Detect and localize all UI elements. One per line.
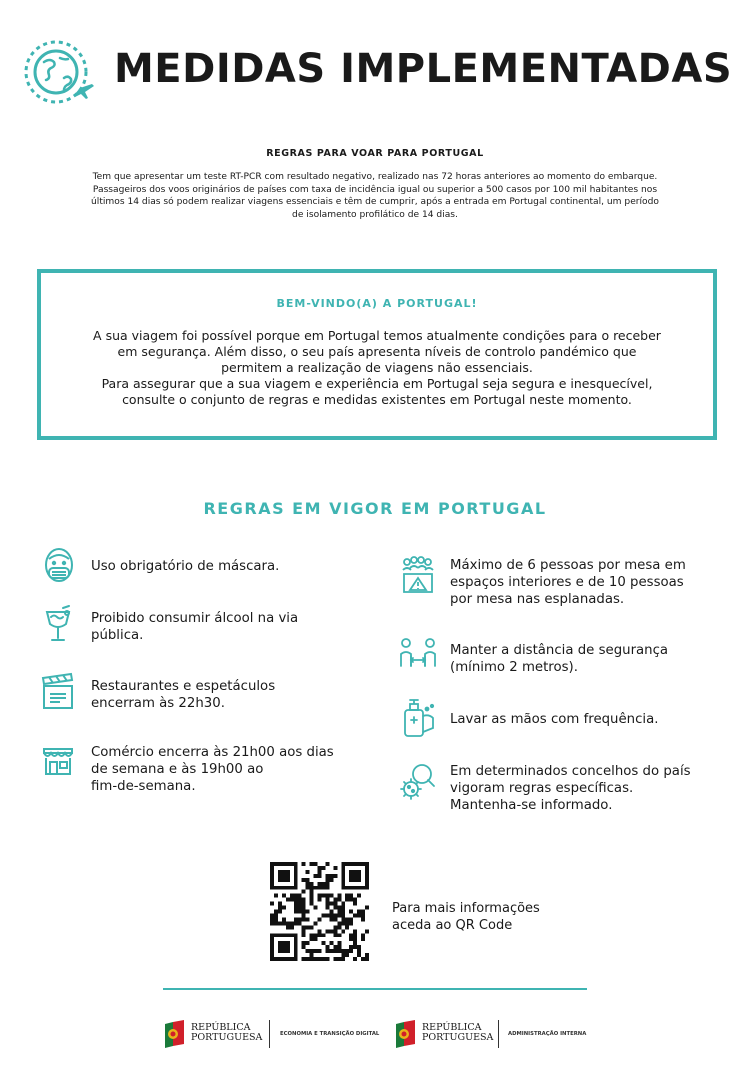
storefront-icon — [41, 745, 77, 785]
virus-magnifier-icon — [400, 762, 436, 802]
globe-plane-icon — [24, 38, 96, 110]
portugal-flag-icon — [394, 1020, 416, 1048]
qr-code-icon[interactable] — [270, 862, 369, 961]
ministry-label: ADMINISTRAÇÃO INTERNA — [508, 1031, 587, 1037]
welcome-line: Para assegurar que a sua viagem e experiência em Portugal seja segura e inesquecível, — [101, 376, 653, 391]
rule-line: Mantenha-se informado. — [450, 798, 613, 813]
rule-text — [91, 744, 334, 795]
qr-caption-line: aceda ao QR Code — [392, 918, 513, 933]
rule-line: (mínimo 2 metros). — [450, 660, 578, 675]
logo-administracao — [394, 1020, 594, 1050]
welcome-box — [37, 269, 717, 440]
welcome-text — [61, 328, 693, 408]
rule-line: por mesa nas esplanadas. — [450, 592, 625, 607]
header — [24, 38, 734, 110]
divider — [163, 988, 587, 990]
republica-line: PORTUGUESA — [191, 1032, 263, 1043]
face-mask-icon — [41, 547, 77, 587]
rule-specific — [400, 762, 740, 816]
flight-rules-line: Passageiros dos voos originários de países com taxa de incidência igual ou superior a 500 casos por 100 mil habitantes nos — [92, 184, 658, 195]
republica-label — [191, 1023, 262, 1043]
republica-line: REPÚBLICA — [422, 1022, 482, 1033]
rule-group-limit — [400, 556, 740, 610]
rule-wash-hands — [400, 698, 740, 742]
republica-line: PORTUGUESA — [422, 1032, 494, 1043]
page-title: MEDIDAS IMPLEMENTADAS — [114, 46, 733, 92]
flight-rules-line: de isolamento profilático de 14 dias. — [292, 209, 458, 220]
qr-caption-line: Para mais informações — [392, 901, 540, 916]
rule-line: espaços interiores e de 10 pessoas — [450, 575, 684, 590]
rule-restaurants — [41, 672, 371, 712]
clapperboard-icon — [41, 672, 77, 712]
rule-line: encerram às 22h30. — [91, 696, 225, 711]
rule-line: Em determinados concelhos do país — [450, 764, 691, 779]
flight-rules-text — [30, 171, 720, 221]
rule-line: Manter a distância de segurança — [450, 643, 669, 658]
rule-line: Comércio encerra às 21h00 aos dias — [91, 745, 334, 760]
rule-text — [450, 763, 691, 814]
hand-sanitizer-icon — [400, 698, 436, 738]
welcome-line: A sua viagem foi possível porque em Portugal temos atualmente condições para o receber — [93, 328, 661, 343]
rule-text — [450, 557, 686, 608]
logo-economia — [163, 1020, 383, 1050]
flight-rules-heading: REGRAS PARA VOAR PARA PORTUGAL — [266, 148, 484, 159]
rule-line: Máximo de 6 pessoas por mesa em — [450, 558, 686, 573]
welcome-line: permitem a realização de viagens não essenciais. — [221, 360, 533, 375]
rule-text — [91, 610, 298, 644]
rule-line: Restaurantes e espetáculos — [91, 679, 276, 694]
republica-line: REPÚBLICA — [191, 1022, 251, 1033]
portugal-flag-icon — [163, 1020, 185, 1048]
flight-rules-line: últimos 14 dias só podem realizar viagens essenciais e têm de cumprir, após a entrada em Portugal continental, um período — [91, 197, 659, 207]
logo-separator — [269, 1020, 270, 1048]
rule-line: Uso obrigatório de máscara. — [91, 559, 280, 574]
flight-rules-line: Tem que apresentar um teste RT-PCR com resultado negativo, realizado nas 72 horas anteriores ao momento do embarque. — [92, 172, 658, 182]
rule-line: Lavar as mãos com frequência. — [450, 712, 659, 727]
welcome-line: em segurança. Além disso, o seu país apresenta níveis de controlo pandémico que — [117, 344, 637, 359]
ministry-label: ECONOMIA E TRANSIÇÃO DIGITAL — [280, 1031, 380, 1037]
group-table-icon — [400, 556, 436, 596]
cocktail-icon — [41, 604, 77, 644]
welcome-line: consulte o conjunto de regras e medidas existentes em Portugal neste momento. — [122, 392, 632, 407]
rule-text — [91, 558, 279, 575]
rule-text — [450, 711, 658, 728]
qr-caption — [392, 900, 592, 934]
rule-alcohol — [41, 604, 371, 644]
rule-distance — [400, 636, 740, 676]
rule-line: de semana e às 19h00 ao — [91, 762, 264, 777]
rule-text — [450, 642, 668, 676]
rules-title: REGRAS EM VIGOR EM PORTUGAL — [203, 499, 547, 518]
logo-separator — [498, 1020, 499, 1048]
rule-line: Proibido consumir álcool na via — [91, 611, 299, 626]
rule-line: pública. — [91, 628, 144, 643]
rule-commerce — [41, 745, 371, 799]
welcome-title: BEM-VINDO(A) A PORTUGAL! — [276, 297, 478, 310]
rule-line: fim-de-semana. — [91, 779, 196, 794]
rule-text — [91, 678, 275, 712]
social-distance-icon — [400, 636, 436, 676]
republica-label — [422, 1023, 493, 1043]
rule-mask — [41, 547, 371, 587]
rule-line: vigoram regras específicas. — [450, 781, 634, 796]
